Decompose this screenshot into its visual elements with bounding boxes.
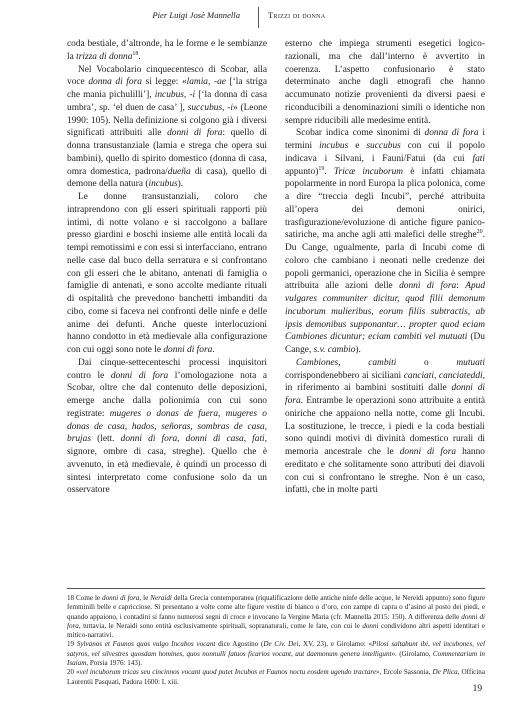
right-paragraph-2: Scobar indica come sinonimi di donna di fora i termini incubus e succubus con cui il popolo indicava i Silvani, i Fauni/Fatui (da cui fati appunto)$^{19}$. Tricæ incuborum è infatti chiamata popolarmente in nord Europa la plica polonica, come a dire “treccia degli Incubi”, perché attribuita all’opera dei demoni onirici, trasfigurazione/evoluzione di antiche figure panico-satiriche, ma anche agli atti malefici delle streghe$^{20}$. Du Cange, ugualmente, parla di Incubi come di coloro che cambiano i neonati nelle credenze dei popoli germanici, operazione che in Sicilia è sempre attribuita alle azioni delle donni di fora: Apud vulgares communiter dicitur, quod filii demonum incuborum mulieribus, eorum filiis subtractis, ab ipsis demonibus supponantur… propter quod eciam Cambiones dicuntur; eciam cambiti vel mutuati (Du Cange, s.v. cambio). bbox=[285, 128, 486, 355]
footnote-20: 20 «vel incuborum tricas seu cincinnos vocant quod putet Incubos et Faunos noctu eosdem ugendo tractare», Ercole Sassonia, De Plica, Officina Laurentii Pasquati, Padora 1600: I, xiii. bbox=[67, 668, 485, 686]
right-paragraph-1: esterno che impiega strumenti esegetici logico-razionali, ma che dall’interno è avvertito in coerenza. L’aspetto confusionario è stato determinato anche dagli etnografi che hanno accumunato notizie provenienti da diversi paesi e riconducibili a denominazioni simili o identiche non sempre riducibili alle medesime entità. bbox=[285, 39, 485, 126]
footnote-18: 18 Come le donni di fora, le Neraidi della Grecia contemporanea (riqualificazione delle antiche ninfe delle acque, le Nereidi appunto) sono figure femminili belle e capricciose. Si presentano a volte come alte figure vestite di bianco o d’oro, con zampe di capra o d’asino al posto dei piedi, e quando appaiono, i contadini si fanno numerosi segni di croce e invocano la Vergine Maria (cfr. Mannella 2015: 150). A differenza delle donni di fora, tuttavia, le Neraidi sono entità esclusivamente spirituali, sopranaturali, come le fate, con cui le donni condividono altri aspetti identitari e mitico-narrativi. bbox=[67, 594, 485, 640]
footnote-19: 19 Sylvanos et Faunos quos vulgo Incubos vocant dice Agostino (De Civ. Dei, XV, 23), e Girolamo: «Pilosi saltabunt ibi, vel incubones, vel satyros, vel silvestres quosdam homines, quos nonnulli fatuos ficarios vocant, aut daemonum genera intelligunt». (Girolamo, Commentarium in Isaiam, Porsia 1976: 143). bbox=[67, 640, 485, 668]
running-head-divider bbox=[258, 7, 259, 28]
page-number: 19 bbox=[472, 684, 482, 694]
left-paragraph-2: Nel Vocabolario cinquecentesco di Scobar, alla voce donna di fora si legge: «lamia, -ae [‘la striga che mania pichulilli’], incubus, -i [‘la donna di casa umbra’, sp. ‘el duen de casa’ ], succubus, -i» (Leone 1990: 105). Nella definizione si colgono già i diversi significati attribuiti alle donni di fora: quello di donna transustanziale (lamia e strega che opera sui bambini), quello di spirito domestico (donna di casa, omra domestica, padrona/dueña di casa), quello di demone della natura (incubus). bbox=[67, 64, 268, 190]
right-paragraph-3: Cambiones, cambiti o mutuati corrispondenebbero ai siciliani canciati, canciateddi, in riferimento ai bambini sostituiti dalle donni di fora. Entrambe le operazioni sono attribuite a entità oniriche che appaiono nella notte, come gli Incubi. La sostituzione, le trecce, i piedi e la coda bestiali sono quindi motivi di divinità domestico rurali di memoria ancestrale che le donni di fora hanno ereditato e che solitamente sono attributi dei diavoli con cui si confrontano le streghe. Non è un caso, infatti, che in molte parti bbox=[285, 357, 486, 496]
left-paragraph-3: Le donne transustanziali, coloro che intraprendono con gli esseri spirituali rapporti più intimi, di notte volano e si raccolgono a ballare presso giardini e boschi insieme alle entità locali da tempi remotissimi e con essi si interfacciano, entrano nelle case dal buco della serratura e si confrontano con gli esseri che le abitano, antenati di famiglia o famiglie di antenati, e sono accolte mediante rituali di ospitalità che prevedono banchetti imbanditi da cibo, come si faceva nei confronti delle ninfe e delle anime dei defunti. Anche queste interlocuzioni hanno condotto in età medievale alla configurazione con cui oggi sono note le donni di fora. bbox=[67, 192, 267, 355]
running-head-title: Trizzi di donna bbox=[268, 10, 326, 20]
left-column bbox=[67, 38, 267, 497]
left-paragraph-4: Dai cinque-settecenteschi processi inquisitori contro le donni di fora l’omologazione nota a Scobar, oltre che dal contenuto delle deposizioni, emerge anche dalla polionimia con cui sono registrate: mugeres o donas de fuera, mugeres o donas de casa, hados, señoras, sombras de casa, brujas (lett. donni di fora, donni di casa, fati, signore, ombre di casa, streghe). Quello che è avvenuto, in età medievale, è quindi un processo di sintesi interpretato come confusione solo da un osservatore bbox=[67, 357, 268, 496]
running-head-author: Pier Luigi Josè Mannella bbox=[152, 10, 240, 20]
footnote-separator bbox=[67, 588, 485, 589]
running-head bbox=[0, 10, 510, 24]
right-column bbox=[285, 38, 485, 497]
left-paragraph-1: coda bestiale, d’altronde, ha le forme e le sembianze la trizza di donna$^{18}$. bbox=[67, 39, 267, 62]
footnotes bbox=[67, 594, 485, 687]
